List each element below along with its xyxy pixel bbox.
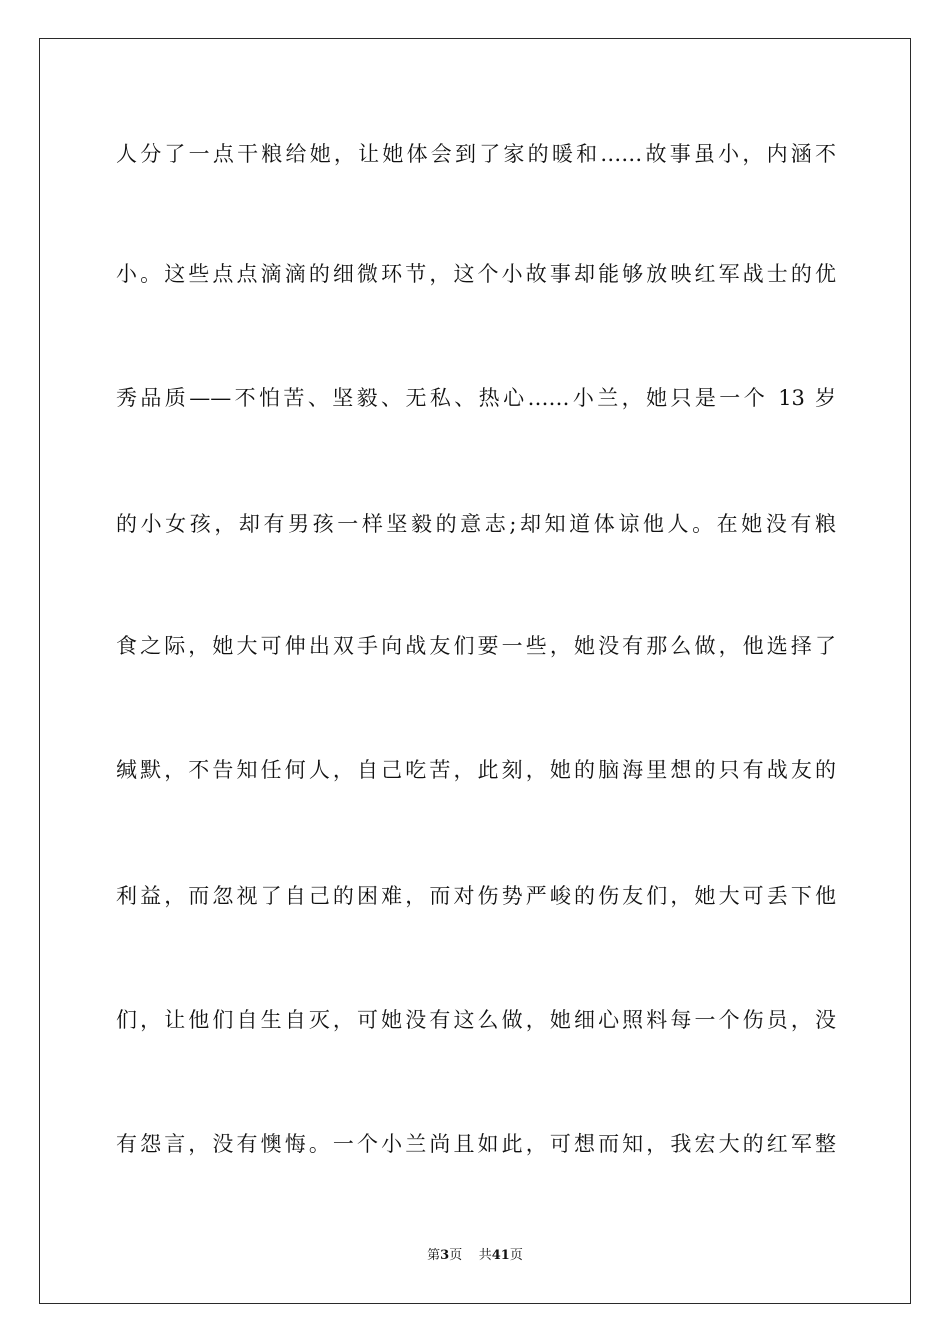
page-current: 3 bbox=[440, 1248, 450, 1263]
text-line: 利益，而忽视了自己的困难，而对伤势严峻的伤友们，她大可丢下他 bbox=[116, 884, 836, 908]
text-line: 缄默，不告知任何人，自己吃苦，此刻，她的脑海里想的只有战友的 bbox=[116, 758, 836, 782]
text-line: 食之际，她大可伸出双手向战友们要一些，她没有那么做，他选择了 bbox=[116, 634, 836, 658]
total-suffix: 页 bbox=[509, 1248, 523, 1263]
text-line: 人分了一点干粮给她，让她体会到了家的暖和……故事虽小，内涵不 bbox=[116, 142, 836, 166]
text-line: 们，让他们自生自灭，可她没有这么做，她细心照料每一个伤员，没 bbox=[116, 1008, 836, 1032]
text-line: 有怨言，没有懊悔。一个小兰尚且如此，可想而知，我宏大的红军整 bbox=[116, 1132, 836, 1156]
page-total: 41 bbox=[491, 1248, 510, 1263]
page-border bbox=[39, 38, 911, 1304]
text-line: 秀品质——不怕苦、坚毅、无私、热心……小兰，她只是一个 13 岁 bbox=[116, 386, 836, 410]
text-line: 的小女孩，却有男孩一样坚毅的意志;却知道体谅他人。在她没有粮 bbox=[116, 512, 836, 536]
text-line: 小。这些点点滴滴的细微环节，这个小故事却能够放映红军战士的优 bbox=[116, 262, 836, 286]
page-suffix: 页 bbox=[449, 1248, 463, 1263]
page-footer bbox=[0, 1246, 950, 1266]
total-prefix: 共 bbox=[478, 1248, 492, 1263]
page-prefix: 第 bbox=[427, 1248, 441, 1263]
